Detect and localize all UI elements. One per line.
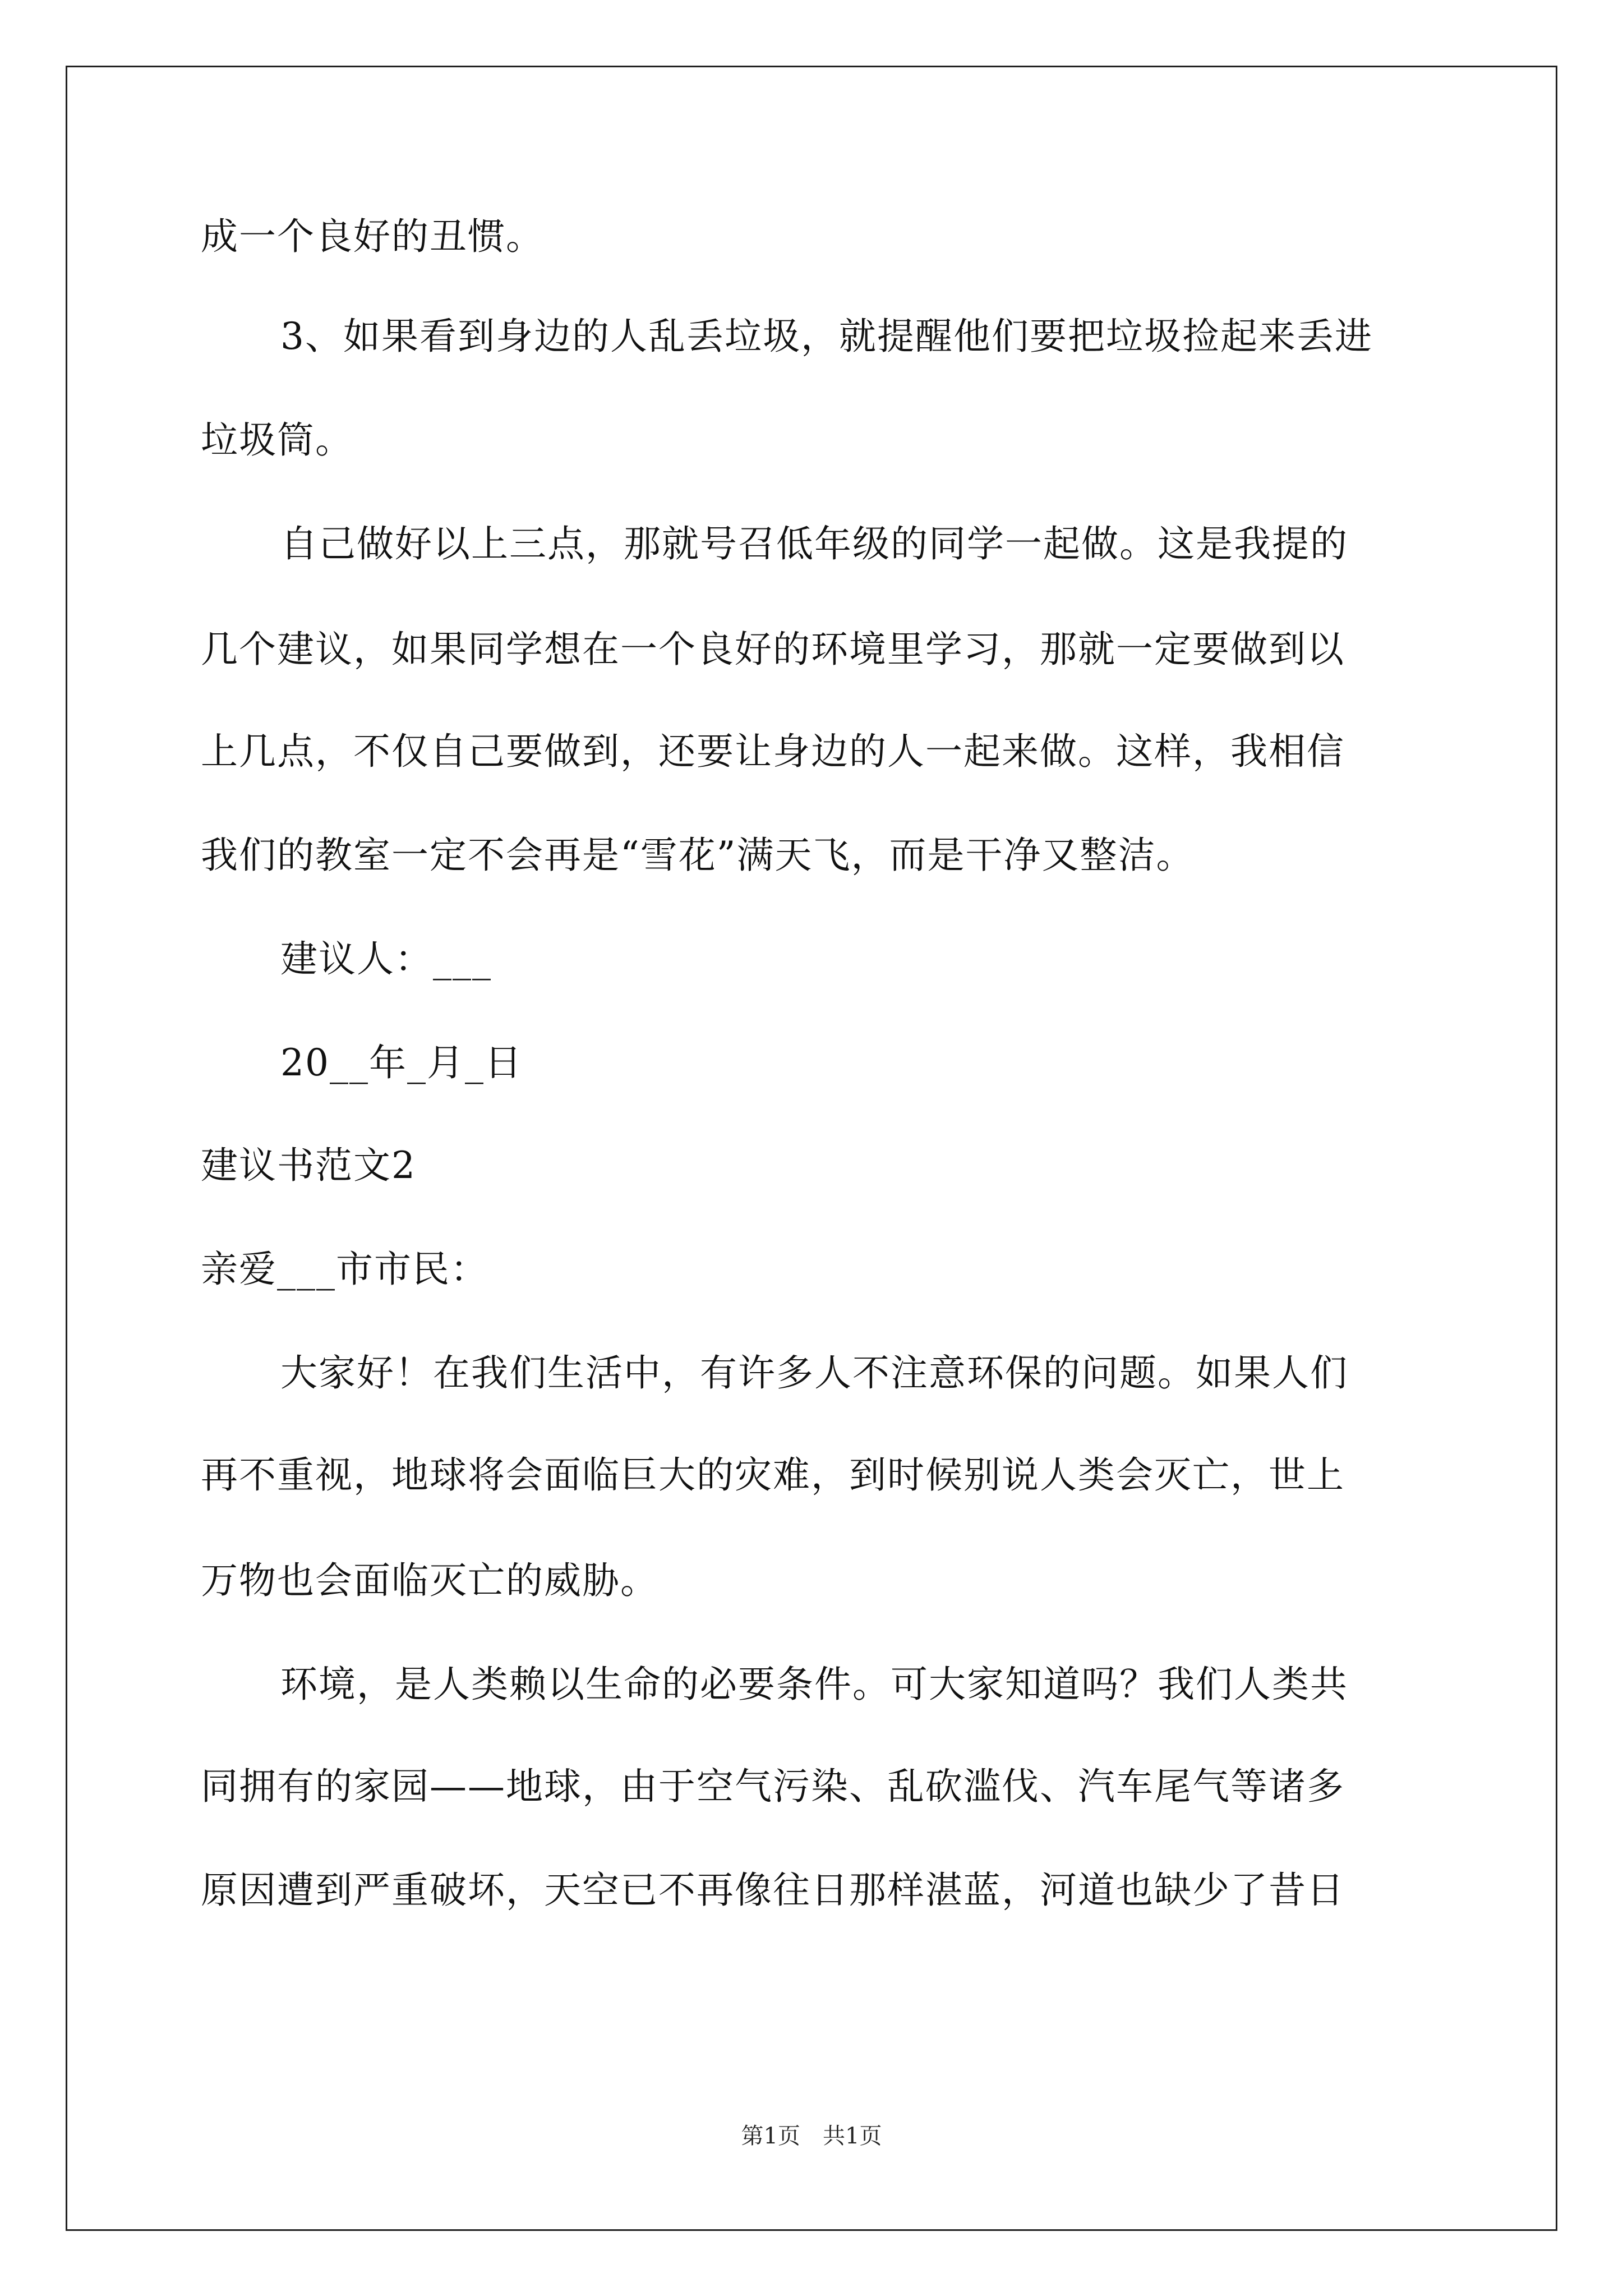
text-line: 自己做好以上三点，那就号召低年级的同学一起做。这是我提的: [280, 522, 1348, 565]
text-line: 成一个良好的丑惯。: [201, 215, 544, 258]
text-line: 垃圾筒。: [201, 418, 353, 462]
text-line: 环境，是人类赖以生命的必要条件。可大家知道吗？我们人类共: [280, 1663, 1348, 1706]
text-line: 上几点，不仅自己要做到，还要让身边的人一起来做。这样，我相信: [201, 730, 1345, 773]
text-line: 3、如果看到身边的人乱丢垃圾，就提醒他们要把垃圾捡起来丢进: [280, 315, 1373, 358]
page-footer: 第1页 共1页: [741, 2123, 882, 2149]
signer-line: 建议人：___: [280, 937, 492, 981]
text-line: 我们的教室一定不会再是“雪花”满天飞，而是干净又整洁。: [201, 834, 1195, 877]
text-line: 同拥有的家园——地球，由于空气污染、乱砍滥伐、汽车尾气等诸多: [201, 1765, 1345, 1808]
text-line: 大家好！在我们生活中，有许多人不注意环保的问题。如果人们: [280, 1351, 1348, 1395]
text-line: 再不重视，地球将会面临巨大的灾难，到时候别说人类会灭亡，世上: [201, 1453, 1345, 1497]
section-heading: 建议书范文2: [201, 1144, 416, 1187]
salutation: 亲爱___市市民：: [201, 1248, 488, 1291]
text-line: 原因遭到严重破坏，天空已不再像往日那样湛蓝，河道也缺少了昔日: [201, 1869, 1345, 1912]
text-line: 万物也会面临灭亡的威胁。: [201, 1559, 658, 1602]
text-line: 几个建议，如果同学想在一个良好的环境里学习，那就一定要做到以: [201, 628, 1345, 671]
date-line: 20__年_月_日: [280, 1041, 523, 1084]
